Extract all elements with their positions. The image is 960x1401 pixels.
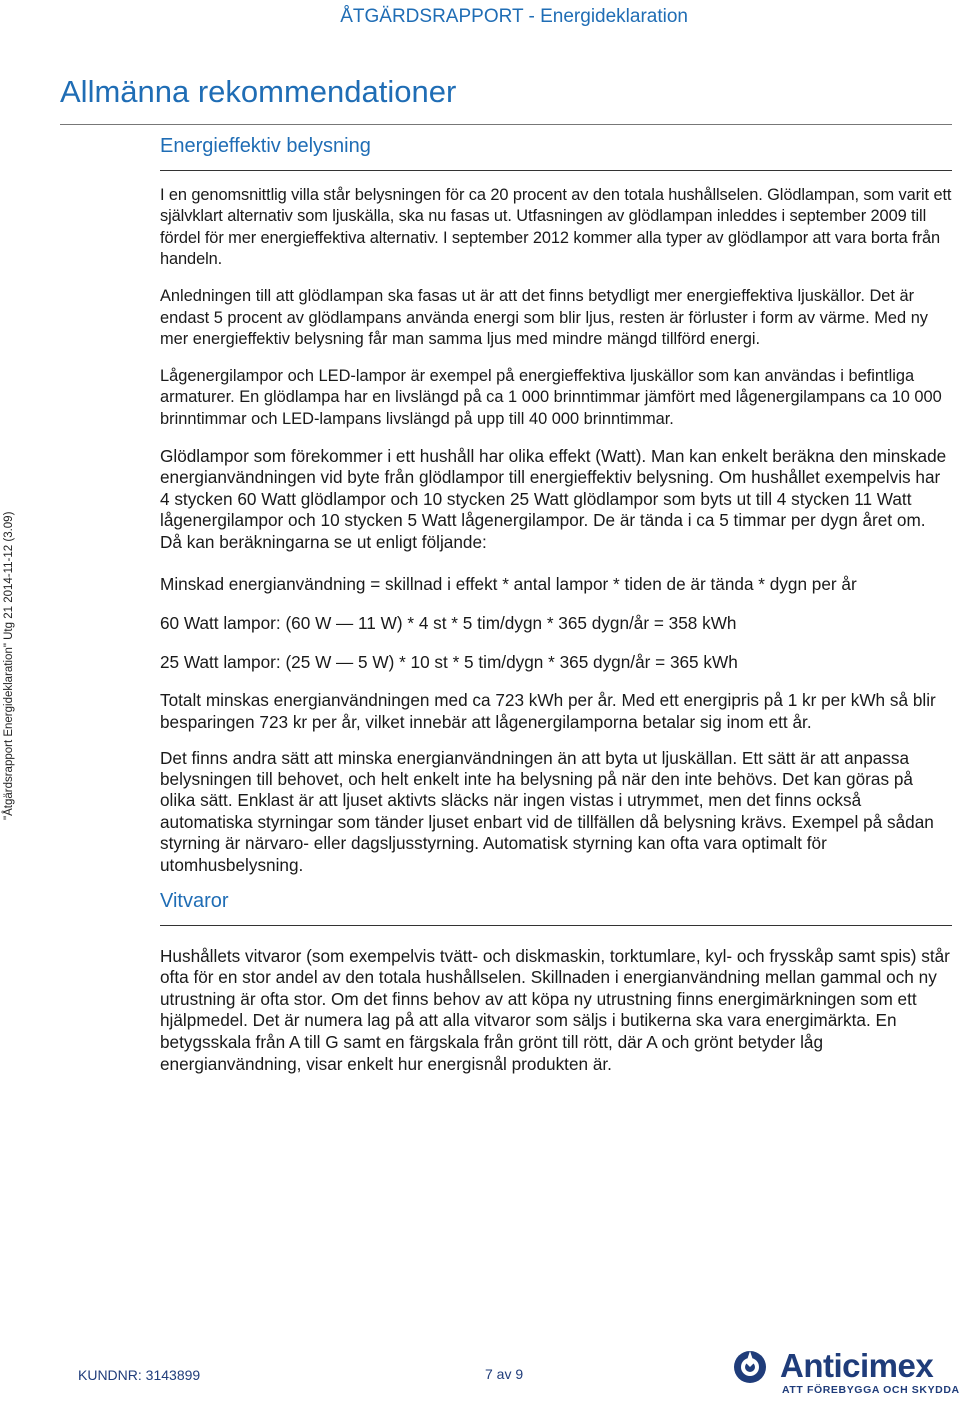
section-divider [160,170,952,171]
title-divider [60,124,952,125]
customer-number: KUNDNR: 3143899 [78,1367,201,1383]
paragraph-other-methods: Det finns andra sätt att minska energianvändningen än att byta ut ljuskällan. Ett sätt är att anpassa belysningen till behovet, och helt enkelt inte ha belysning på när den inte behövs. Det kan göras på olika sätt. Enklast är att ljuset aktivts släcks när ingen vistas i utrymmet, men det finns också automatiska styrningar som tänder ljuset enbart vid de tillfällen då belysning krävs. Exempel på sådan styrning är närvaro- eller dagsljusstyrning. Automatisk styrning kan ofta vara optimalt för utomhusbelysning. [160,747,934,875]
logo-wordmark: Anticimex [780,1347,934,1384]
paragraph-alternatives: Lågenergilampor och LED-lampor är exempel på energieffektiva ljuskällor som kan användas i befintliga armaturer. En glödlampa har en livslängd på ca 1 000 brinntimmar jämfört med lågenergilampans ca 10 000 brinntimmar och LED-lampans livslängd på upp till 40 000 brinntimmar. [160,366,942,428]
calculation-formula: Minskad energianvändning = skillnad i effekt * antal lampor * tiden de är tända * dygn per år [160,573,857,594]
calculation-block [160,572,952,733]
logo-tagline: ATT FÖREBYGGA OCH SKYDDA [782,1384,960,1396]
paragraph-intro: I en genomsnittlig villa står belysningen för ca 20 procent av den totala hushållselen. Glödlampan, som varit ett självklart alternativ som ljuskälla, ska nu fasas ut. Utfasningen av glödlampan inleddes i september 2009 till fördel för mer energieffektiva alternativ. I september 2012 kommer alla typer av glödlampor att vara borta från handeln. [160,185,952,269]
anticimex-logo [728,1347,960,1397]
calculation-25w: 25 Watt lampor: (25 W — 5 W) * 10 st * 5 tim/dygn * 365 dygn/år = 365 kWh [160,651,738,672]
report-header-title: ÅTGÄRDSRAPPORT - Energideklaration [340,6,688,27]
paragraph-calculation-intro: Glödlampor som förekommer i ett hushåll har olika effekt (Watt). Man kan enkelt beräkna den minskade energianvändningen vid byte från glödlampor till energieffektiv belysning. Om hushållet exempelvis har 4 stycken 60 Watt glödlampor och 10 stycken 25 Watt glödlampor som byts ut till 4 stycken 11 Watt lågenergilampor och 10 stycken 5 Watt lågenergilampor. De är tända i ca 5 timmar per dygn året om. Då kan beräkningarna se ut enligt följande: [160,445,947,552]
calculation-total: Totalt minskas energianvändningen med ca 723 kWh per år. Med ett energipris på 1 kr per kWh så blir besparingen 723 kr per år, vilket innebär att lågenergilamporna betalar sig inom ett år. [160,689,936,732]
page-title: Allmänna rekommendationer [60,74,457,109]
paragraph-vitvaror: Hushållets vitvaror (som exempelvis tvätt- och diskmaskin, torktumlare, kyl- och frysskåp samt spis) står ofta för en stor andel av den totala hushållselen. Skillnaden i energianvändning mellan gammal och ny utrustning är ofta stor. Om det finns behov av att köpa ny utrustning finns energimärkningen som ett hjälpmedel. Det är numera lag på att alla vitvaror som säljs i butikerna ska vara energimärkta. En betygsskala från A till G samt en färgskala från grönt till rött, där A och grönt betyder låg energianvändning, visar enkelt hur energisnål produkten är. [160,945,950,1074]
document-version-label: "Åtgärdsrapport Energideklaration" Utg 21 2014-11-12 (3.09) [3,511,15,820]
section-divider [160,925,952,926]
section-heading-vitvaror: Vitvaror [160,889,229,912]
section-heading-belysning: Energieffektiv belysning [160,135,371,157]
anticimex-shield-icon [728,1349,776,1389]
main-content [160,136,952,1090]
page-number: 7 av 9 [485,1366,524,1382]
calculation-60w: 60 Watt lampor: (60 W — 11 W) * 4 st * 5 tim/dygn * 365 dygn/år = 358 kWh [160,612,737,633]
paragraph-reason: Anledningen till att glödlampan ska fasas ut är att det finns betydligt mer energieffektiva ljuskällor. Det är endast 5 procent av glödlampans använda energi som blir ljus, resten är förluster i form av värme. Med ny mer energieffektiv belysning får man samma ljus med mindre mängd tillförd energi. [160,286,928,349]
